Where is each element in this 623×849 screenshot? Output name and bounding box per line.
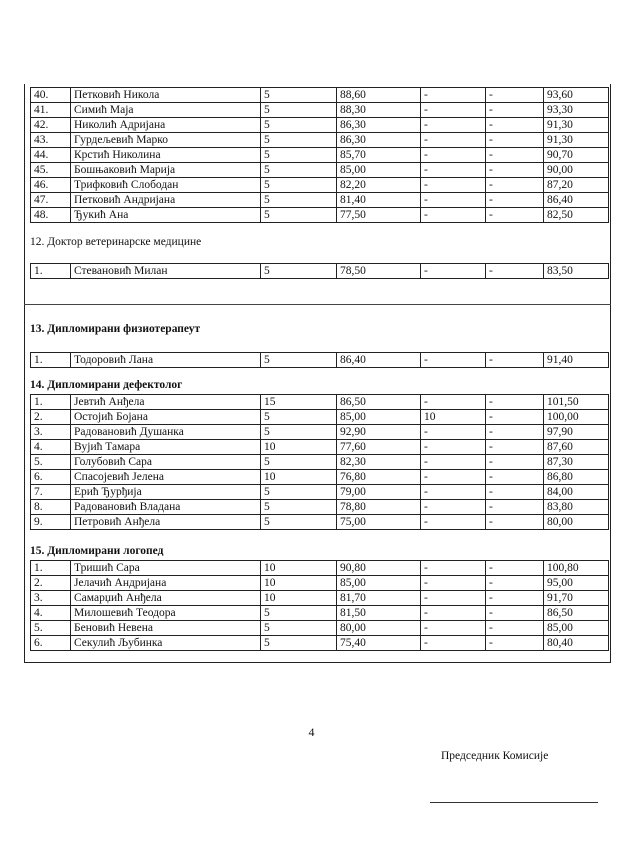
points-3-cell: -	[421, 606, 486, 621]
points-4-cell: -	[486, 636, 544, 651]
points-1-cell: 10	[261, 561, 337, 576]
points-1-cell: 5	[261, 133, 337, 148]
num-cell: 1.	[31, 395, 71, 410]
points-2-cell: 81,40	[337, 193, 421, 208]
points-4-cell: -	[486, 425, 544, 440]
total-cell: 86,50	[544, 606, 609, 621]
table-row	[31, 500, 609, 515]
section15-title: 15. Дипломирани логопед	[30, 545, 164, 557]
total-cell: 93,60	[544, 88, 609, 103]
points-4-cell: -	[486, 133, 544, 148]
num-cell: 44.	[31, 148, 71, 163]
points-4-cell: -	[486, 193, 544, 208]
name-cell: Секулић Љубинка	[71, 636, 261, 651]
total-cell: 97,90	[544, 425, 609, 440]
points-2-cell: 92,90	[337, 425, 421, 440]
points-1-cell: 10	[261, 470, 337, 485]
points-1-cell: 5	[261, 163, 337, 178]
points-2-cell: 75,00	[337, 515, 421, 530]
num-cell: 4.	[31, 606, 71, 621]
points-4-cell: -	[486, 500, 544, 515]
points-1-cell: 5	[261, 515, 337, 530]
table-row	[31, 133, 609, 148]
num-cell: 6.	[31, 470, 71, 485]
points-3-cell: -	[421, 148, 486, 163]
points-3-cell: -	[421, 88, 486, 103]
num-cell: 2.	[31, 410, 71, 425]
name-cell: Гурдељевић Марко	[71, 133, 261, 148]
section14-title: 14. Дипломирани дефектолог	[30, 379, 183, 391]
frame-bottom-border	[24, 662, 611, 663]
points-3-cell: -	[421, 208, 486, 223]
table-row	[31, 103, 609, 118]
points-1-cell: 5	[261, 118, 337, 133]
num-cell: 3.	[31, 425, 71, 440]
points-1-cell: 5	[261, 193, 337, 208]
section12-table	[30, 263, 609, 279]
num-cell: 47.	[31, 193, 71, 208]
points-1-cell: 10	[261, 440, 337, 455]
num-cell: 41.	[31, 103, 71, 118]
points-2-cell: 75,40	[337, 636, 421, 651]
name-cell: Голубовић Сара	[71, 455, 261, 470]
table-row	[31, 591, 609, 606]
points-2-cell: 86,30	[337, 118, 421, 133]
name-cell: Трифковић Слободан	[71, 178, 261, 193]
points-4-cell: -	[486, 103, 544, 118]
points-1-cell: 5	[261, 410, 337, 425]
name-cell: Остојић Бојана	[71, 410, 261, 425]
table-row	[31, 264, 609, 279]
name-cell: Беновић Невена	[71, 621, 261, 636]
points-1-cell: 5	[261, 148, 337, 163]
points-1-cell: 5	[261, 606, 337, 621]
table-row	[31, 410, 609, 425]
section13-table	[30, 352, 609, 368]
name-cell: Петровић Анђела	[71, 515, 261, 530]
num-cell: 45.	[31, 163, 71, 178]
total-cell: 100,00	[544, 410, 609, 425]
points-2-cell: 86,30	[337, 133, 421, 148]
total-cell: 87,20	[544, 178, 609, 193]
points-3-cell: -	[421, 163, 486, 178]
points-3-cell: -	[421, 353, 486, 368]
num-cell: 4.	[31, 440, 71, 455]
num-cell: 5.	[31, 455, 71, 470]
name-cell: Радовановић Владана	[71, 500, 261, 515]
total-cell: 80,00	[544, 515, 609, 530]
points-4-cell: -	[486, 470, 544, 485]
points-1-cell: 5	[261, 103, 337, 118]
table-row	[31, 118, 609, 133]
points-4-cell: -	[486, 88, 544, 103]
points-2-cell: 78,50	[337, 264, 421, 279]
total-cell: 91,70	[544, 591, 609, 606]
points-2-cell: 85,00	[337, 163, 421, 178]
name-cell: Петковић Никола	[71, 88, 261, 103]
total-cell: 91,30	[544, 118, 609, 133]
section13-title: 13. Дипломирани физиотерапеут	[30, 323, 201, 335]
points-2-cell: 77,60	[337, 440, 421, 455]
points-3-cell: -	[421, 440, 486, 455]
total-cell: 91,30	[544, 133, 609, 148]
points-3-cell: -	[421, 133, 486, 148]
name-cell: Стевановић Милан	[71, 264, 261, 279]
total-cell: 86,80	[544, 470, 609, 485]
points-1-cell: 5	[261, 636, 337, 651]
num-cell: 2.	[31, 576, 71, 591]
name-cell: Николић Адријана	[71, 118, 261, 133]
points-3-cell: -	[421, 636, 486, 651]
points-1-cell: 5	[261, 485, 337, 500]
points-4-cell: -	[486, 621, 544, 636]
num-cell: 8.	[31, 500, 71, 515]
points-4-cell: -	[486, 148, 544, 163]
table-row	[31, 470, 609, 485]
table-row	[31, 561, 609, 576]
points-1-cell: 5	[261, 425, 337, 440]
table-row	[31, 636, 609, 651]
signature-title: Председник Комисије	[441, 750, 549, 762]
points-2-cell: 90,80	[337, 561, 421, 576]
total-cell: 87,60	[544, 440, 609, 455]
name-cell: Бошњаковић Марија	[71, 163, 261, 178]
points-4-cell: -	[486, 118, 544, 133]
table-row	[31, 515, 609, 530]
table-row	[31, 395, 609, 410]
table-row	[31, 163, 609, 178]
total-cell: 90,70	[544, 148, 609, 163]
points-2-cell: 76,80	[337, 470, 421, 485]
total-cell: 80,40	[544, 636, 609, 651]
points-1-cell: 10	[261, 576, 337, 591]
total-cell: 95,00	[544, 576, 609, 591]
points-4-cell: -	[486, 576, 544, 591]
total-cell: 83,80	[544, 500, 609, 515]
num-cell: 48.	[31, 208, 71, 223]
total-cell: 84,00	[544, 485, 609, 500]
points-2-cell: 88,30	[337, 103, 421, 118]
num-cell: 40.	[31, 88, 71, 103]
num-cell: 1.	[31, 264, 71, 279]
section14-table	[30, 394, 609, 530]
points-4-cell: -	[486, 264, 544, 279]
total-cell: 87,30	[544, 455, 609, 470]
points-4-cell: -	[486, 353, 544, 368]
name-cell: Крстић Николина	[71, 148, 261, 163]
name-cell: Тодоровић Лана	[71, 353, 261, 368]
points-1-cell: 5	[261, 621, 337, 636]
table-row	[31, 193, 609, 208]
signature-line	[430, 802, 598, 803]
total-cell: 93,30	[544, 103, 609, 118]
points-1-cell: 5	[261, 208, 337, 223]
points-2-cell: 80,00	[337, 621, 421, 636]
name-cell: Ерић Ђурђија	[71, 485, 261, 500]
num-cell: 43.	[31, 133, 71, 148]
table-row	[31, 455, 609, 470]
total-cell: 101,50	[544, 395, 609, 410]
points-4-cell: -	[486, 163, 544, 178]
points-3-cell: -	[421, 576, 486, 591]
points-3-cell: -	[421, 118, 486, 133]
total-cell: 90,00	[544, 163, 609, 178]
points-2-cell: 77,50	[337, 208, 421, 223]
points-2-cell: 82,20	[337, 178, 421, 193]
name-cell: Спасојевић Јелена	[71, 470, 261, 485]
points-3-cell: -	[421, 621, 486, 636]
points-1-cell: 10	[261, 591, 337, 606]
points-1-cell: 15	[261, 395, 337, 410]
points-4-cell: -	[486, 410, 544, 425]
name-cell: Јелачић Андријана	[71, 576, 261, 591]
points-3-cell: -	[421, 515, 486, 530]
table-row	[31, 440, 609, 455]
num-cell: 5.	[31, 621, 71, 636]
points-2-cell: 81,70	[337, 591, 421, 606]
points-1-cell: 5	[261, 353, 337, 368]
name-cell: Самарџић Анђела	[71, 591, 261, 606]
name-cell: Петковић Андријана	[71, 193, 261, 208]
points-4-cell: -	[486, 485, 544, 500]
num-cell: 9.	[31, 515, 71, 530]
table-row	[31, 148, 609, 163]
total-cell: 86,40	[544, 193, 609, 208]
points-3-cell: -	[421, 264, 486, 279]
section12-title: 12. Доктор ветеринарске медицине	[30, 236, 202, 248]
points-2-cell: 86,50	[337, 395, 421, 410]
points-2-cell: 88,60	[337, 88, 421, 103]
num-cell: 3.	[31, 591, 71, 606]
points-2-cell: 81,50	[337, 606, 421, 621]
num-cell: 6.	[31, 636, 71, 651]
name-cell: Јевтић Анђела	[71, 395, 261, 410]
num-cell: 7.	[31, 485, 71, 500]
total-cell: 83,50	[544, 264, 609, 279]
section-divider	[24, 304, 611, 305]
points-3-cell: 10	[421, 410, 486, 425]
points-1-cell: 5	[261, 455, 337, 470]
points-3-cell: -	[421, 178, 486, 193]
total-cell: 91,40	[544, 353, 609, 368]
total-cell: 82,50	[544, 208, 609, 223]
table-row	[31, 425, 609, 440]
points-4-cell: -	[486, 178, 544, 193]
points-3-cell: -	[421, 193, 486, 208]
points-3-cell: -	[421, 395, 486, 410]
table-row	[31, 576, 609, 591]
points-1-cell: 5	[261, 264, 337, 279]
points-3-cell: -	[421, 455, 486, 470]
points-1-cell: 5	[261, 178, 337, 193]
name-cell: Вујић Тамара	[71, 440, 261, 455]
points-4-cell: -	[486, 440, 544, 455]
name-cell: Симић Маја	[71, 103, 261, 118]
points-3-cell: -	[421, 425, 486, 440]
points-4-cell: -	[486, 606, 544, 621]
num-cell: 1.	[31, 561, 71, 576]
table-row	[31, 178, 609, 193]
table-row	[31, 606, 609, 621]
points-3-cell: -	[421, 103, 486, 118]
num-cell: 42.	[31, 118, 71, 133]
total-cell: 100,80	[544, 561, 609, 576]
points-2-cell: 79,00	[337, 485, 421, 500]
points-4-cell: -	[486, 561, 544, 576]
table-row	[31, 485, 609, 500]
table-row	[31, 621, 609, 636]
name-cell: Ђукић Ана	[71, 208, 261, 223]
points-3-cell: -	[421, 561, 486, 576]
points-2-cell: 82,30	[337, 455, 421, 470]
points-2-cell: 78,80	[337, 500, 421, 515]
points-2-cell: 86,40	[337, 353, 421, 368]
points-3-cell: -	[421, 591, 486, 606]
points-3-cell: -	[421, 470, 486, 485]
total-cell: 85,00	[544, 621, 609, 636]
points-4-cell: -	[486, 208, 544, 223]
points-2-cell: 85,00	[337, 576, 421, 591]
table-row	[31, 208, 609, 223]
section11-table	[30, 87, 609, 223]
name-cell: Милошевић Теодора	[71, 606, 261, 621]
points-1-cell: 5	[261, 88, 337, 103]
points-4-cell: -	[486, 395, 544, 410]
points-2-cell: 85,00	[337, 410, 421, 425]
points-4-cell: -	[486, 591, 544, 606]
points-3-cell: -	[421, 485, 486, 500]
name-cell: Радовановић Душанка	[71, 425, 261, 440]
section15-table	[30, 560, 609, 651]
points-1-cell: 5	[261, 500, 337, 515]
table-row	[31, 88, 609, 103]
points-4-cell: -	[486, 455, 544, 470]
points-2-cell: 85,70	[337, 148, 421, 163]
points-3-cell: -	[421, 500, 486, 515]
num-cell: 1.	[31, 353, 71, 368]
page-number: 4	[308, 725, 315, 739]
table-row	[31, 353, 609, 368]
name-cell: Тришић Сара	[71, 561, 261, 576]
num-cell: 46.	[31, 178, 71, 193]
points-4-cell: -	[486, 515, 544, 530]
